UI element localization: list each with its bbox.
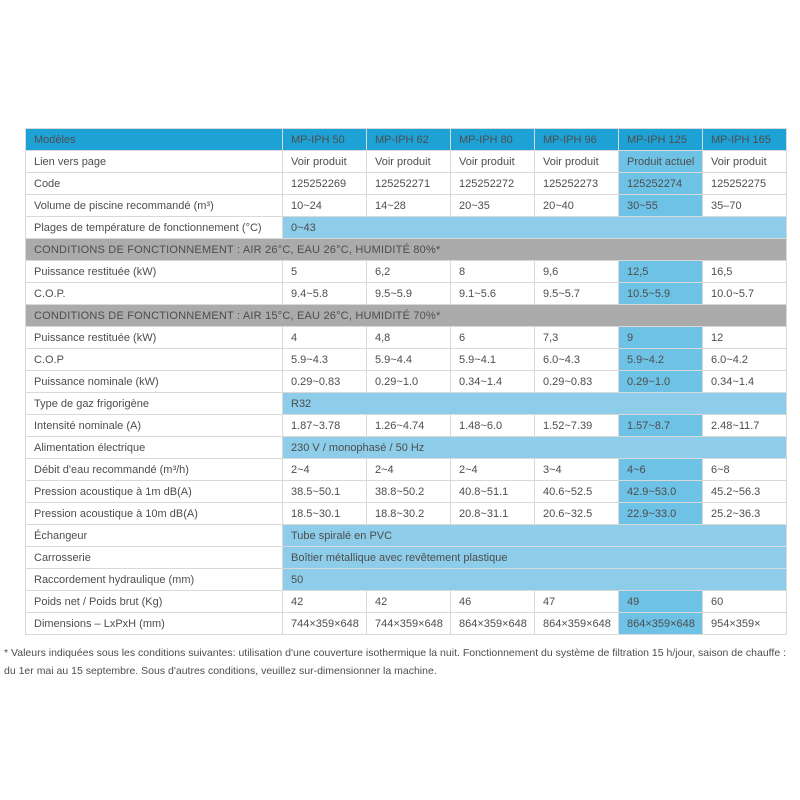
- column-header-model: MP-IPH 96: [535, 129, 619, 151]
- spec-value: 6,2: [367, 261, 451, 283]
- row-label: C.O.P.: [26, 283, 283, 305]
- row-label: Pression acoustique à 10m dB(A): [26, 503, 283, 525]
- row-label: Carrosserie: [26, 547, 283, 569]
- spec-value: 35–70: [703, 195, 787, 217]
- product-link[interactable]: Voir produit: [535, 151, 619, 173]
- spec-value: 20~40: [535, 195, 619, 217]
- spec-value: 9.5~5.9: [367, 283, 451, 305]
- spec-value-highlight: 4~6: [619, 459, 703, 481]
- table-row: [26, 349, 787, 371]
- spec-value: 0.34~1.4: [703, 371, 787, 393]
- spec-value: 20.6~32.5: [535, 503, 619, 525]
- spec-value: 1.48~6.0: [451, 415, 535, 437]
- spec-value: 2.48~11.7: [703, 415, 787, 437]
- span-value: 50: [283, 569, 787, 591]
- spec-value-highlight: 0.29~1.0: [619, 371, 703, 393]
- spec-value: 1.87~3.78: [283, 415, 367, 437]
- column-header-model: MP-IPH 80: [451, 129, 535, 151]
- spec-value: 5: [283, 261, 367, 283]
- spec-value: 744×359×648: [283, 613, 367, 635]
- column-header-model-current: MP-IPH 125: [619, 129, 703, 151]
- spec-value: 0.29~0.83: [535, 371, 619, 393]
- spec-value: 0.29~1.0: [367, 371, 451, 393]
- product-link[interactable]: Voir produit: [283, 151, 367, 173]
- table-row: [26, 415, 787, 437]
- table-row: [26, 613, 787, 635]
- row-label: Type de gaz frigorigène: [26, 393, 283, 415]
- spec-table: [25, 128, 787, 635]
- spec-value: 4,8: [367, 327, 451, 349]
- table-header-row: [26, 129, 787, 151]
- table-row: [26, 173, 787, 195]
- spec-value: 10.0~5.7: [703, 283, 787, 305]
- spec-value: 5.9~4.4: [367, 349, 451, 371]
- table-row: [26, 327, 787, 349]
- spec-value: 6.0~4.2: [703, 349, 787, 371]
- row-label: Échangeur: [26, 525, 283, 547]
- spec-value: 25.2~36.3: [703, 503, 787, 525]
- table-row: [26, 503, 787, 525]
- spec-value: 20.8~31.1: [451, 503, 535, 525]
- spec-value: 6~8: [703, 459, 787, 481]
- spec-value: 14~28: [367, 195, 451, 217]
- table-row: [26, 547, 787, 569]
- spec-value: 42: [367, 591, 451, 613]
- row-label: Raccordement hydraulique (mm): [26, 569, 283, 591]
- spec-value: 38.5~50.1: [283, 481, 367, 503]
- spec-value: 40.8~51.1: [451, 481, 535, 503]
- spec-value: 125252275: [703, 173, 787, 195]
- section-header: CONDITIONS DE FONCTIONNEMENT : AIR 26°C, EAU 26°C, HUMIDITÉ 80%*: [26, 239, 787, 261]
- footnote-text: * Valeurs indiquées sous les conditions suivantes: utilisation d'une couverture isothermique la nuit. Fonctionnement du système de filtration 15 h/jour, saison de chauffe : du 1er mai au 15 septembre. Sous d'autres conditions, veuillez sur-dimensionner la machine.: [4, 647, 786, 677]
- spec-value: 9.5~5.7: [535, 283, 619, 305]
- table-row: [26, 437, 787, 459]
- spec-value: 47: [535, 591, 619, 613]
- spec-value: 18.5~30.1: [283, 503, 367, 525]
- row-label: Pression acoustique à 1m dB(A): [26, 481, 283, 503]
- spec-value: 3~4: [535, 459, 619, 481]
- spec-table-body: [26, 151, 787, 635]
- spec-value: 60: [703, 591, 787, 613]
- spec-value: 45.2~56.3: [703, 481, 787, 503]
- spec-value-highlight: 42.9~53.0: [619, 481, 703, 503]
- row-label: Poids net / Poids brut (Kg): [26, 591, 283, 613]
- spec-value: 9.1~5.6: [451, 283, 535, 305]
- product-link[interactable]: Voir produit: [451, 151, 535, 173]
- product-link[interactable]: Voir produit: [367, 151, 451, 173]
- row-label: Puissance nominale (kW): [26, 371, 283, 393]
- spec-value: 954×359×: [703, 613, 787, 635]
- spec-value: 864×359×648: [451, 613, 535, 635]
- spec-value: 125252269: [283, 173, 367, 195]
- row-label: Plages de température de fonctionnement (°C): [26, 217, 283, 239]
- spec-value: 12: [703, 327, 787, 349]
- spec-value: 5.9~4.1: [451, 349, 535, 371]
- row-label: Intensité nominale (A): [26, 415, 283, 437]
- spec-value: 2~4: [283, 459, 367, 481]
- spec-value: 5.9~4.3: [283, 349, 367, 371]
- table-row: [26, 217, 787, 239]
- row-label: C.O.P: [26, 349, 283, 371]
- spec-value: 9.4~5.8: [283, 283, 367, 305]
- spec-value: 46: [451, 591, 535, 613]
- spec-value-highlight: 9: [619, 327, 703, 349]
- spec-value: 1.52~7.39: [535, 415, 619, 437]
- spec-value: 6: [451, 327, 535, 349]
- span-value: Boîtier métallique avec revêtement plastique: [283, 547, 787, 569]
- row-label: Débit d'eau recommandé (m³/h): [26, 459, 283, 481]
- table-row: [26, 393, 787, 415]
- spec-value: 2~4: [451, 459, 535, 481]
- spec-value: 42: [283, 591, 367, 613]
- row-label: Code: [26, 173, 283, 195]
- spec-value: 4: [283, 327, 367, 349]
- column-header-model: MP-IPH 165: [703, 129, 787, 151]
- spec-value: 744×359×648: [367, 613, 451, 635]
- product-link[interactable]: Voir produit: [703, 151, 787, 173]
- spec-value-highlight: 30~55: [619, 195, 703, 217]
- spec-value-highlight: 22.9~33.0: [619, 503, 703, 525]
- table-row: [26, 195, 787, 217]
- row-label: Alimentation électrique: [26, 437, 283, 459]
- section-header: CONDITIONS DE FONCTIONNEMENT : AIR 15°C, EAU 26°C, HUMIDITÉ 70%*: [26, 305, 787, 327]
- spec-value: 125252273: [535, 173, 619, 195]
- spec-value-highlight: 5.9~4.2: [619, 349, 703, 371]
- spec-value: 8: [451, 261, 535, 283]
- table-row: [26, 525, 787, 547]
- current-product-badge: Produit actuel: [619, 151, 703, 173]
- spec-value: 40.6~52.5: [535, 481, 619, 503]
- spec-value-highlight: 125252274: [619, 173, 703, 195]
- models-header-label: Modèles: [26, 129, 283, 151]
- spec-value: 864×359×648: [535, 613, 619, 635]
- spec-value-highlight: 49: [619, 591, 703, 613]
- span-value: 230 V / monophasé / 50 Hz: [283, 437, 787, 459]
- table-row: [26, 305, 787, 327]
- table-row: [26, 261, 787, 283]
- spec-value: 2~4: [367, 459, 451, 481]
- spec-value-highlight: 12,5: [619, 261, 703, 283]
- table-row: [26, 283, 787, 305]
- spec-value: 9,6: [535, 261, 619, 283]
- spec-value: 20~35: [451, 195, 535, 217]
- row-label: Volume de piscine recommandé (m³): [26, 195, 283, 217]
- table-row: [26, 239, 787, 261]
- row-label: Puissance restituée (kW): [26, 261, 283, 283]
- spec-value: 1.26~4.74: [367, 415, 451, 437]
- column-header-model: MP-IPH 62: [367, 129, 451, 151]
- spec-value: 18.8~30.2: [367, 503, 451, 525]
- spec-value: 6.0~4.3: [535, 349, 619, 371]
- table-row: [26, 371, 787, 393]
- row-label: Puissance restituée (kW): [26, 327, 283, 349]
- table-row: [26, 569, 787, 591]
- spec-value-highlight: 1.57~8.7: [619, 415, 703, 437]
- table-row: [26, 591, 787, 613]
- spec-value: 0.34~1.4: [451, 371, 535, 393]
- spec-value: 125252272: [451, 173, 535, 195]
- column-header-model: MP-IPH 50: [283, 129, 367, 151]
- table-row: [26, 481, 787, 503]
- span-value: Tube spiralé en PVC: [283, 525, 787, 547]
- spec-value: 7,3: [535, 327, 619, 349]
- table-row: [26, 459, 787, 481]
- spec-value-highlight: 864×359×648: [619, 613, 703, 635]
- spec-value: 10~24: [283, 195, 367, 217]
- spec-value: 125252271: [367, 173, 451, 195]
- row-label: Dimensions – LxPxH (mm): [26, 613, 283, 635]
- spec-value: 16,5: [703, 261, 787, 283]
- spec-value: 0.29~0.83: [283, 371, 367, 393]
- row-label: Lien vers page: [26, 151, 283, 173]
- spec-value-highlight: 10.5~5.9: [619, 283, 703, 305]
- table-row: [26, 151, 787, 173]
- span-value: R32: [283, 393, 787, 415]
- spec-value: 38.8~50.2: [367, 481, 451, 503]
- span-value: 0~43: [283, 217, 787, 239]
